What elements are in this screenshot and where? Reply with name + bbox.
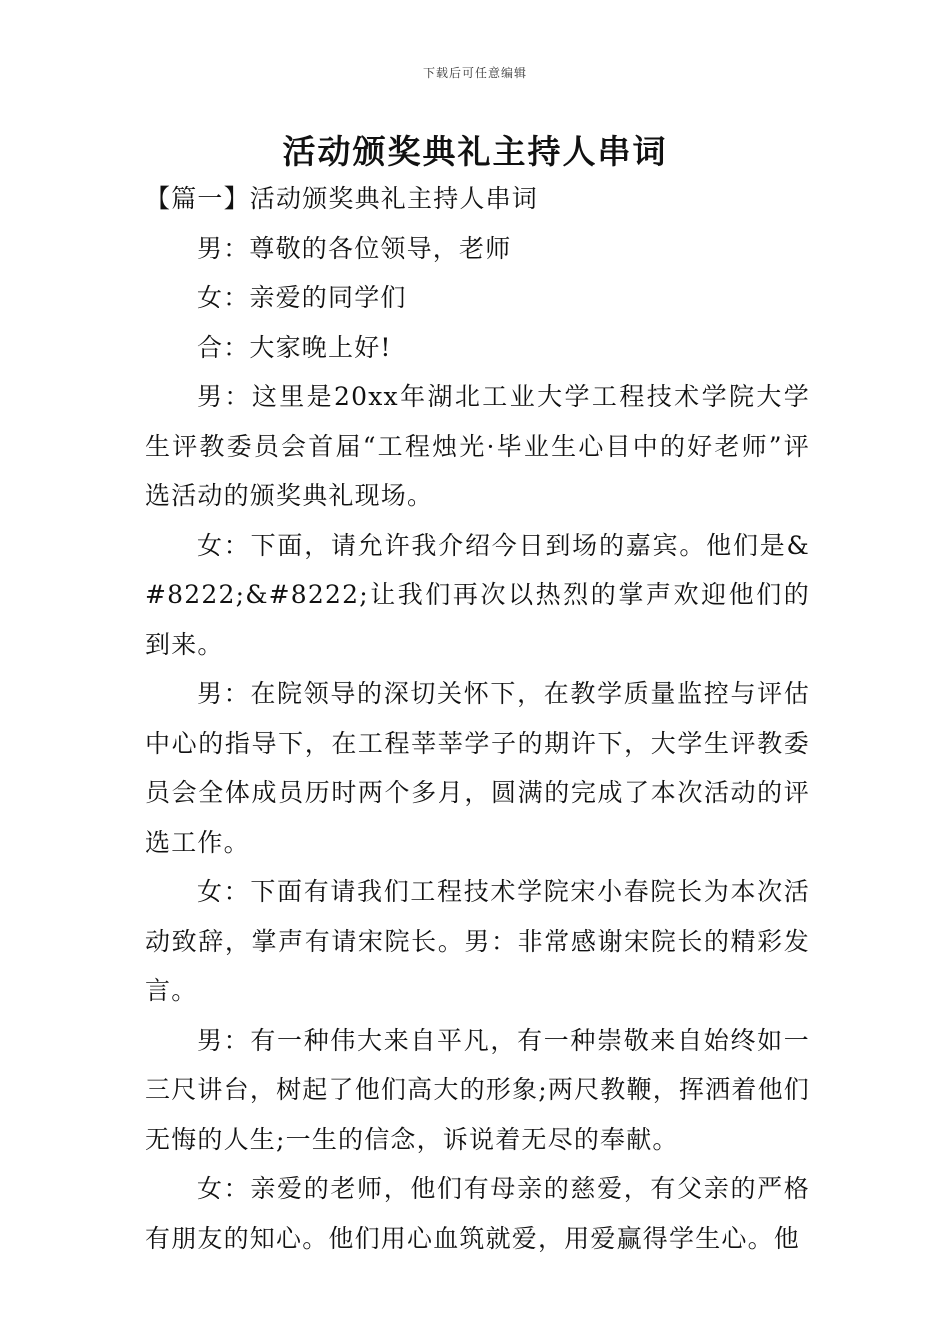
paragraph-7: 女：下面有请我们工程技术学院宋小春院长为本次活动致辞，掌声有请宋院长。男：非常感谢宋院长的精彩发言。 — [145, 877, 810, 1005]
paragraph-8: 男：有一种伟大来自平凡，有一种崇敬来自始终如一三尺讲台，树起了他们高大的形象;两尺教鞭，挥洒着他们无悔的人生;一生的信念，诉说着无尽的奉献。 — [145, 1025, 810, 1154]
paragraph-3: 合：大家晚上好! — [197, 332, 392, 362]
paragraph-6: 男：在院领导的深切关怀下，在教学质量监控与评估中心的指导下，在工程莘莘学子的期许下，大学生评教委员会全体成员历时两个多月，圆满的完成了本次活动的评选工作。 — [145, 679, 810, 857]
paragraph-4: 男：这里是20xx年湖北工业大学工程技术学院大学生评教委员会首届“工程烛光·毕业生心目中的好老师”评选活动的颁奖典礼现场。 — [145, 382, 810, 510]
header-note: 下载后可任意编辑 — [422, 66, 527, 80]
section-heading: 【篇一】活动颁奖典礼主持人串词 — [145, 184, 539, 213]
paragraph-9: 女：亲爱的老师，他们有母亲的慈爱，有父亲的严格有朋友的知心。他们用心血筑就爱，用爱赢得学生心。他 — [145, 1174, 810, 1253]
document-title: 活动颁奖典礼主持人串词 — [282, 132, 668, 171]
paragraph-2: 女：亲爱的同学们 — [197, 283, 407, 312]
document-body — [145, 174, 810, 1263]
paragraph-1: 男：尊敬的各位领导，老师 — [197, 233, 512, 263]
paragraph-5: 女：下面，请允许我介绍今日到场的嘉宾。他们是&#8222;&#8222;让我们再次以热烈的掌声欢迎他们的到来。 — [145, 530, 810, 659]
